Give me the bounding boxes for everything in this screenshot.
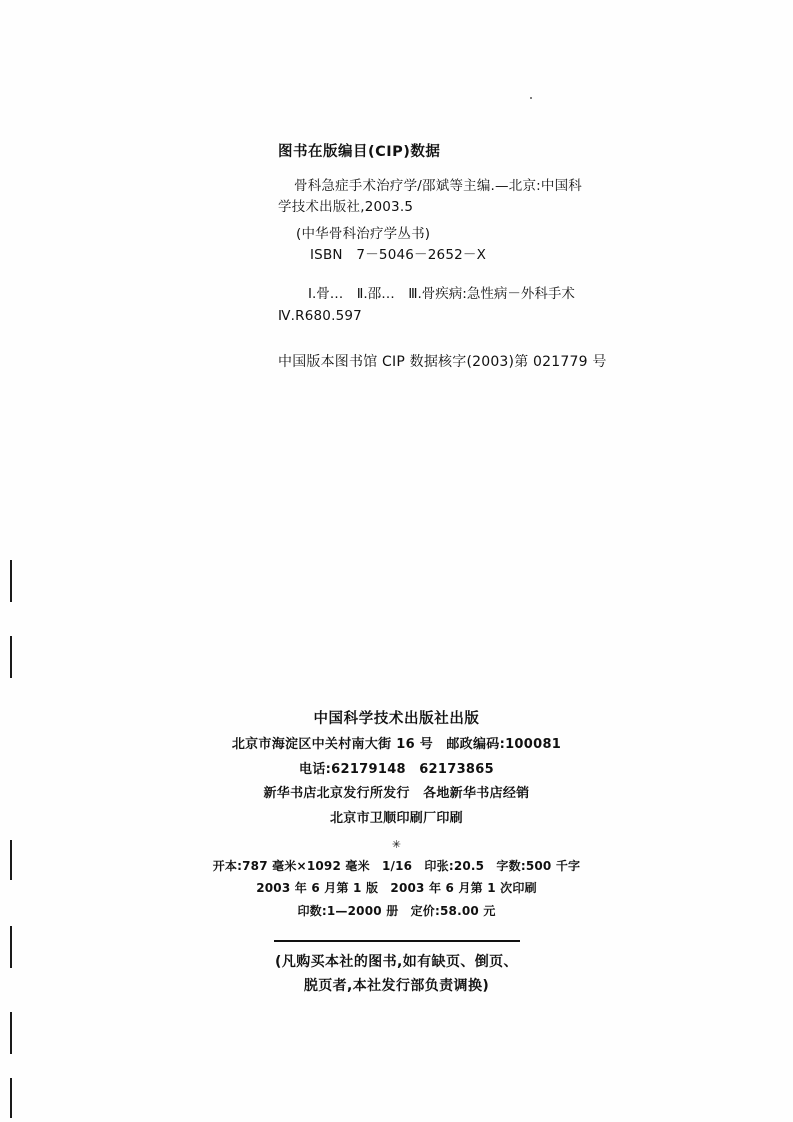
cip-entry-line-2: 学技术出版社,2003.5 (278, 199, 414, 216)
cip-entry-line-1: 骨科急症手术治疗学/邵斌等主编.—北京:中国科 (294, 178, 582, 195)
publisher-printer: 北京市卫顺印刷厂印刷 (329, 810, 463, 826)
print-spec-line-1: 开本:787 毫米×1092 毫米 1/16 印张:20.5 字数:500 千字 (212, 859, 581, 874)
cip-block (278, 142, 698, 371)
cip-series: (中华骨科治疗学丛书) (296, 226, 431, 243)
exchange-notice-line-1: (凡购买本社的图书,如有缺页、倒页、 (275, 953, 518, 970)
scan-edge-mark (10, 1078, 12, 1118)
publisher-name: 中国科学技术出版社出版 (313, 711, 480, 727)
print-spec-line-3: 印数:1—2000 册 定价:58.00 元 (297, 903, 496, 918)
cip-heading: 图书在版编目(CIP)数据 (278, 144, 441, 160)
publisher-phone: 电话:62179148 62173865 (299, 761, 494, 777)
horizontal-rule (274, 940, 520, 942)
asterisk-separator-icon: ✳ (391, 837, 402, 851)
cip-number: 中国版本图书馆 CIP 数据核字(2003)第 021779 号 (278, 353, 607, 370)
scan-edge-mark (10, 1012, 12, 1054)
cip-classification-line-1: Ⅰ.骨… Ⅱ.邵… Ⅲ.骨疾病:急性病－外科手术 (308, 285, 575, 302)
print-spec-line-2: 2003 年 6 月第 1 版 2003 年 6 月第 1 次印刷 (256, 881, 537, 896)
cip-classification-line-2: Ⅳ.R680.597 (278, 307, 362, 324)
publisher-block (0, 706, 793, 999)
cip-isbn: ISBN 7－5046－2652－X (310, 247, 487, 264)
publisher-distribution: 新华书店北京发行所发行 各地新华书店经销 (263, 786, 530, 802)
scan-speck (530, 97, 532, 99)
exchange-notice-line-2: 脱页者,本社发行部负责调换) (303, 978, 490, 995)
publisher-address: 北京市海淀区中关村南大街 16 号 邮政编码:100081 (231, 736, 562, 752)
scan-edge-mark (10, 636, 12, 678)
scan-edge-mark (10, 560, 12, 602)
